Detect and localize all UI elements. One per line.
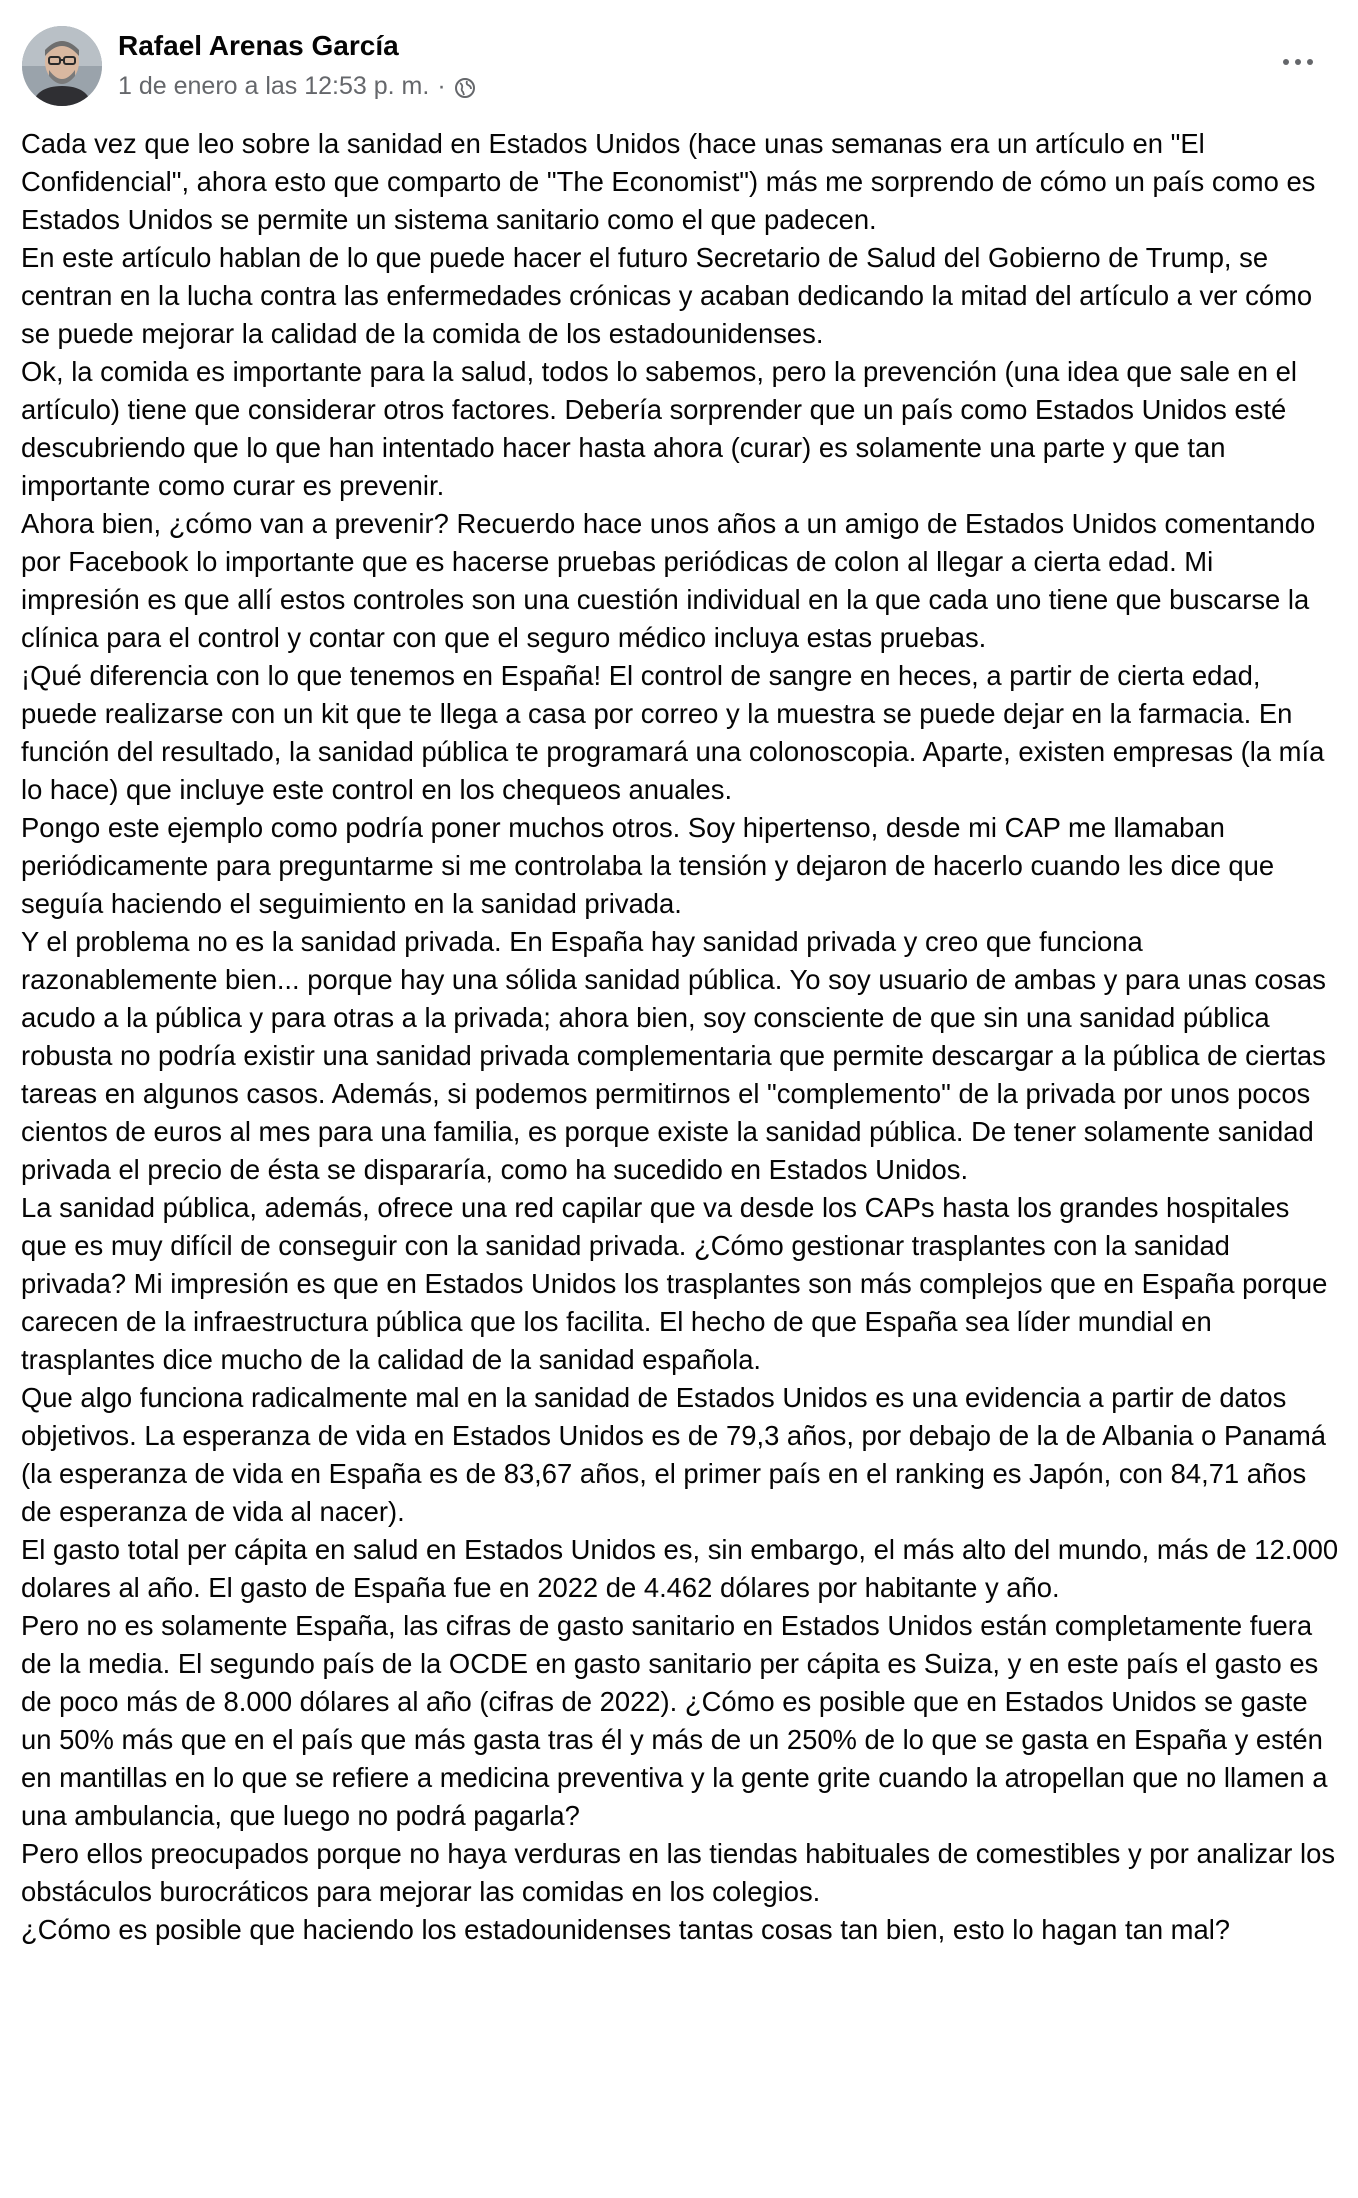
avatar-photo xyxy=(22,26,102,106)
post-paragraph: Cada vez que leo sobre la sanidad en Estados Unidos (hace unas semanas era un artículo en "El Confidencial", ahora esto que comparto de "The Economist") más me sorprendo de cómo un país como es Estados Unidos se permite un sistema sanitario como el que padecen. xyxy=(21,128,1316,235)
post-paragraph: Pongo este ejemplo como podría poner muchos otros. Soy hipertenso, desde mi CAP me llamaban periódicamente para preguntarme si me controlaba la tensión y dejaron de hacerlo cuando les dice que seguía haciendo el seguimiento en la sanidad privada. xyxy=(21,812,1275,919)
more-options-icon xyxy=(1307,59,1313,65)
more-options-icon xyxy=(1295,59,1301,65)
post-paragraph: ¡Qué diferencia con lo que tenemos en España! El control de sangre en heces, a partir de cierta edad, puede realizarse con un kit que te llega a casa por correo y la muestra se puede dejar en la farmacia. En función del resultado, la sanidad pública te programará una colonoscopia. Aparte, existen empresas (la mía lo hace) que incluye este control en los chequeos anuales. xyxy=(21,660,1325,805)
post-paragraph: El gasto total per cápita en salud en Estados Unidos es, sin embargo, el más alto del mundo, más de 12.000 dolares al año. El gasto de España fue en 2022 de 4.462 dólares por habitante y año. xyxy=(21,1534,1339,1603)
more-options-button[interactable] xyxy=(1268,42,1328,82)
author-name[interactable]: Rafael Arenas García xyxy=(118,30,399,61)
meta-separator: · xyxy=(437,72,446,100)
globe-icon[interactable] xyxy=(454,77,476,99)
post-paragraph: Y el problema no es la sanidad privada. En España hay sanidad privada y creo que funciona razonablemente bien... porque hay una sólida sanidad pública. Yo soy usuario de ambas y para unas cosas acudo a la pública y para otras a la privada; ahora bien, soy consciente de que sin una sanidad pública robusta no podría existir una sanidad privada complementaria que permite descargar a la pública de ciertas tareas en algunos casos. Además, si podemos permitirnos el "complemento" de la privada por unos pocos cientos de euros al mes para una familia, es porque existe la sanidad pública. De tener solamente sanidad privada el precio de ésta se dispararía, como ha sucedido en Estados Unidos. xyxy=(21,926,1326,1185)
post-paragraph: Que algo funciona radicalmente mal en la sanidad de Estados Unidos es una evidencia a partir de datos objetivos. La esperanza de vida en Estados Unidos es de 79,3 años, por debajo de la de Albania o Panamá (la esperanza de vida en España es de 83,67 años, el primer país en el ranking es Japón, con 84,71 años de esperanza de vida al nacer). xyxy=(21,1382,1327,1527)
more-options-icon xyxy=(1283,59,1289,65)
post-paragraph: Pero no es solamente España, las cifras de gasto sanitario en Estados Unidos están completamente fuera de la media. El segundo país de la OCDE en gasto sanitario per cápita es Suiza, y en este país el gasto es de poco más de 8.000 dólares al año (cifras de 2022). ¿Cómo es posible que en Estados Unidos se gaste un 50% más que en el país que más gasta tras él y más de un 250% de lo que se gasta en España y estén en mantillas en lo que se refiere a medicina preventiva y la gente grite cuando la atropellan que no llamen a una ambulancia, que luego no podrá pagarla? xyxy=(21,1610,1328,1831)
post-body xyxy=(21,125,1339,1949)
post-paragraph: Pero ellos preocupados porque no haya verduras en las tiendas habituales de comestibles y por analizar los obstáculos burocráticos para mejorar las comidas en los colegios. xyxy=(21,1838,1336,1907)
post-meta xyxy=(118,72,476,101)
post-paragraph: La sanidad pública, además, ofrece una red capilar que va desde los CAPs hasta los grandes hospitales que es muy difícil de conseguir con la sanidad privada. ¿Cómo gestionar trasplantes con la sanidad privada? Mi impresión es que en Estados Unidos los trasplantes son más complejos que en España porque carecen de la infraestructura pública que los facilita. El hecho de que España sea líder mundial en trasplantes dice mucho de la calidad de la sanidad española. xyxy=(21,1192,1328,1375)
post-paragraph: Ahora bien, ¿cómo van a prevenir? Recuerdo hace unos años a un amigo de Estados Unidos comentando por Facebook lo importante que es hacerse pruebas periódicas de colon al llegar a cierta edad. Mi impresión es que allí estos controles son una cuestión individual en la que cada uno tiene que buscarse la clínica para el control y contar con que el seguro médico incluya estas pruebas. xyxy=(21,508,1316,653)
post-paragraph: ¿Cómo es posible que haciendo los estadounidenses tantas cosas tan bien, esto lo hagan tan mal? xyxy=(21,1914,1231,1945)
post-header xyxy=(0,0,1358,130)
post-date[interactable]: 1 de enero a las 12:53 p. m. xyxy=(118,72,430,100)
post-paragraph: Ok, la comida es importante para la salud, todos lo sabemos, pero la prevención (una idea que sale en el artículo) tiene que considerar otros factores. Debería sorprender que un país como Estados Unidos esté descubriendo que lo que han intentado hacer hasta ahora (curar) es solamente una parte y que tan importante como curar es prevenir. xyxy=(21,356,1297,501)
avatar[interactable] xyxy=(22,26,102,106)
post-paragraph: En este artículo hablan de lo que puede hacer el futuro Secretario de Salud del Gobierno de Trump, se centran en la lucha contra las enfermedades crónicas y acaban dedicando la mitad del artículo a ver cómo se puede mejorar la calidad de la comida de los estadounidenses. xyxy=(21,242,1313,349)
